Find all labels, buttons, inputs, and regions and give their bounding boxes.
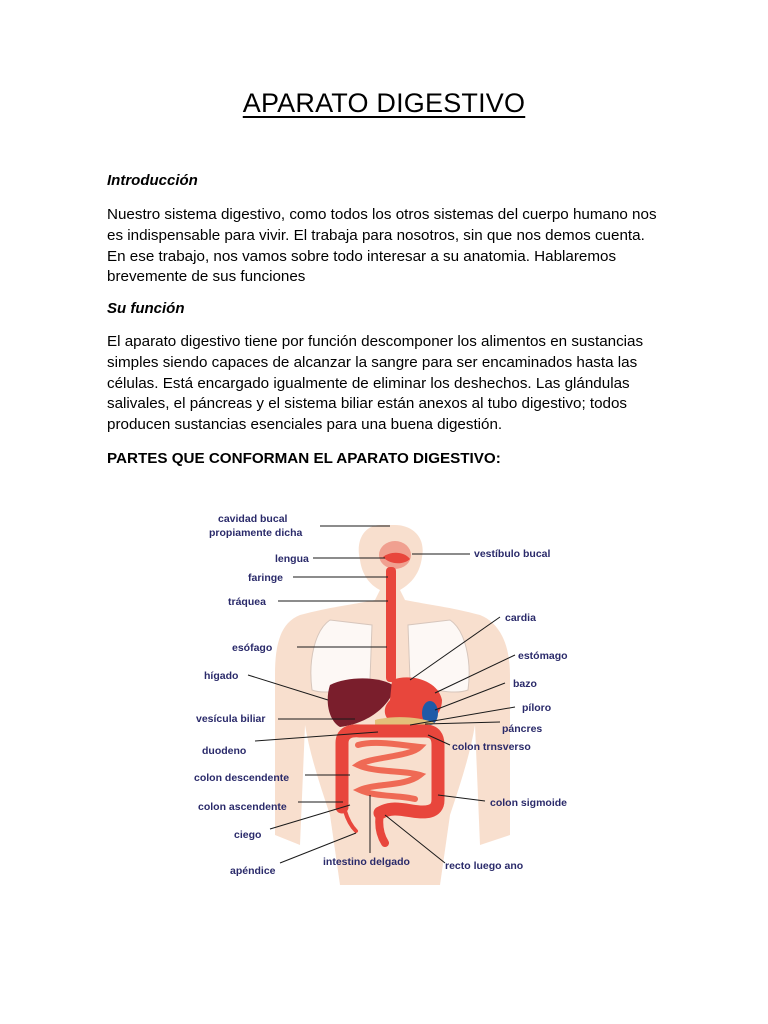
label-colon-ascendente: colon ascendente — [198, 801, 287, 813]
label-esofago: esófago — [232, 642, 273, 654]
label-propiamente-dicha: propiamente dicha — [209, 527, 303, 539]
label-recto: recto luego ano — [445, 860, 524, 872]
label-cavidad-bucal: cavidad bucal — [218, 513, 288, 525]
esophagus — [386, 567, 396, 682]
label-vestibulo-bucal: vestíbulo bucal — [474, 548, 551, 560]
label-duodeno: duodeno — [202, 745, 247, 757]
label-faringe: faringe — [248, 572, 284, 584]
partes-heading: PARTES QUE CONFORMAN EL APARATO DIGESTIVO: — [107, 450, 501, 467]
label-estomago: estómago — [518, 650, 568, 662]
label-ciego: ciego — [234, 829, 262, 841]
label-traquea: tráquea — [228, 596, 266, 608]
label-higado: hígado — [204, 670, 239, 682]
funcion-paragraph: El aparato digestivo tiene por función descomponer los alimentos en sustancias simples siendo capaces de alcanzar la sangre para ser encaminados hasta las células. Está encargado igualmente de eliminar los deshechos. Las glándulas salivales, el páncreas y el sistema biliar están anexos al tubo digestivo; todos producen sustancias esenciales para una buena digestión. — [107, 333, 644, 434]
label-vesicula-biliar: vesícula biliar — [196, 713, 266, 725]
digestive-system-figure — [180, 495, 600, 895]
label-pancres: páncres — [502, 723, 543, 735]
label-lengua: lengua — [275, 553, 309, 565]
funcion-heading: Su función — [107, 300, 185, 317]
digestive-system-diagram — [180, 495, 600, 895]
label-colon-transverso: colon trnsverso — [452, 741, 531, 753]
label-colon-sigmoide: colon sigmoide — [490, 797, 568, 809]
label-bazo: bazo — [513, 678, 537, 690]
label-apendice: apéndice — [230, 865, 276, 877]
page-title: APARATO DIGESTIVO — [242, 88, 526, 118]
label-piloro: píloro — [522, 702, 552, 714]
label-intestino-delgado: intestino delgado — [323, 856, 410, 868]
label-colon-descendente: colon descendente — [194, 772, 290, 784]
intro-heading: Introducción — [107, 172, 198, 189]
intro-paragraph: Nuestro sistema digestivo, como todos los otros sistemas del cuerpo humano nos es indispensable para vivir. El trabaja para nosotros, sin que nos demos cuenta. En ese trabajo, nos vamos sobre todo interesar a su anatomia. Hablaremos brevemente de sus funciones — [107, 206, 657, 286]
label-cardia: cardia — [505, 612, 536, 624]
